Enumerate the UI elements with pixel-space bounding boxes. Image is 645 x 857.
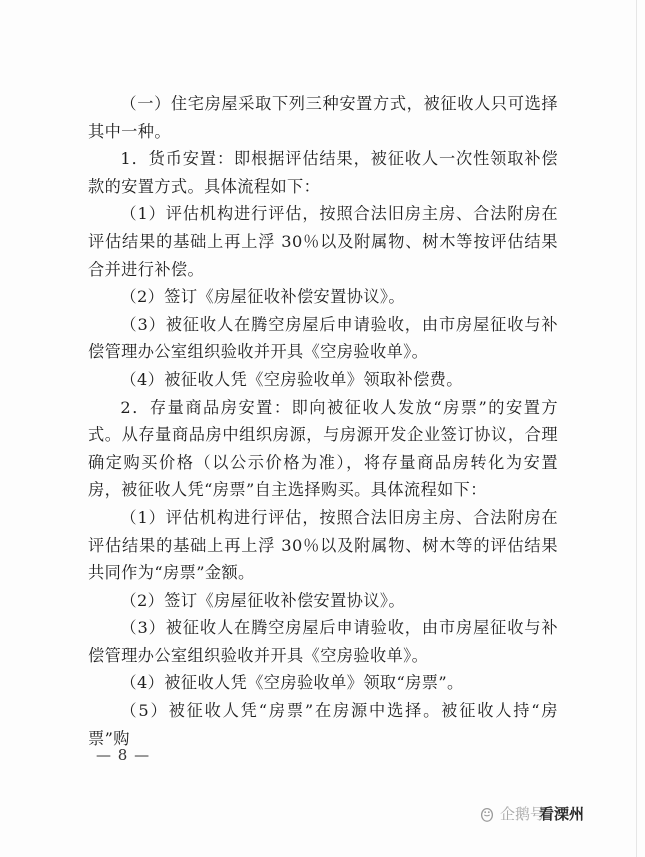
page-edge <box>636 0 637 857</box>
paragraph-6: （4）被征收人凭《空房验收单》领取补偿费。 <box>120 369 463 389</box>
page-number: — 8 — <box>96 746 151 764</box>
paragraph-3: （1）评估机构进行评估，按照合法旧房主房、合法附房在评估结果的基础上再上浮 30％以及附属物、树木等按评估结果合并进行补偿。 <box>88 204 558 279</box>
paragraph-8: （1）评估机构进行评估，按照合法旧房主房、合法附房在评估结果的基础上再上浮 30％以及附属物、树木等的评估结果共同作为“房票”金额。 <box>88 507 558 583</box>
paragraph-12: （5）被征收人凭“房票”在房源中选择。被征收人持“房票”购 <box>88 701 558 748</box>
paragraph-1: （一）住宅房屋采取下列三种安置方式，被征收人只可选择其中一种。 <box>88 94 558 141</box>
watermark-prefix: 企鹅号 <box>500 805 546 823</box>
paragraph-10: （3）被征收人在腾空房屋后申请验收，由市房屋征收与补偿管理办公室组织验收并开具《空房验收单》。 <box>88 618 558 665</box>
document-body <box>88 90 558 752</box>
paragraph-5: （3）被征收人在腾空房屋后申请验收，由市房屋征收与补偿管理办公室组织验收并开具《空房验收单》。 <box>88 314 558 362</box>
paragraph-7: 2．存量商品房安置：即向被征收人发放“房票”的安置方式。从存量商品房中组织房源，与房源开发企业签订协议，合理确定购买价格（以公示价格为准），将存量商品房转化为安置房，被征收人凭“房票”自主选择购买。具体流程如下： <box>88 397 558 500</box>
penguin-icon <box>478 805 496 823</box>
paragraph-9: （2）签订《房屋征收补偿安置协议》。 <box>120 590 405 610</box>
watermark <box>478 803 584 824</box>
watermark-account-name: 看溧州 <box>539 805 585 823</box>
paragraph-4: （2）签订《房屋征收补偿安置协议》。 <box>120 287 405 307</box>
paragraph-2: 1．货币安置：即根据评估结果，被征收人一次性领取补偿款的安置方式。具体流程如下： <box>88 149 558 196</box>
paragraph-11: （4）被征收人凭《空房验收单》领取“房票”。 <box>120 673 464 693</box>
